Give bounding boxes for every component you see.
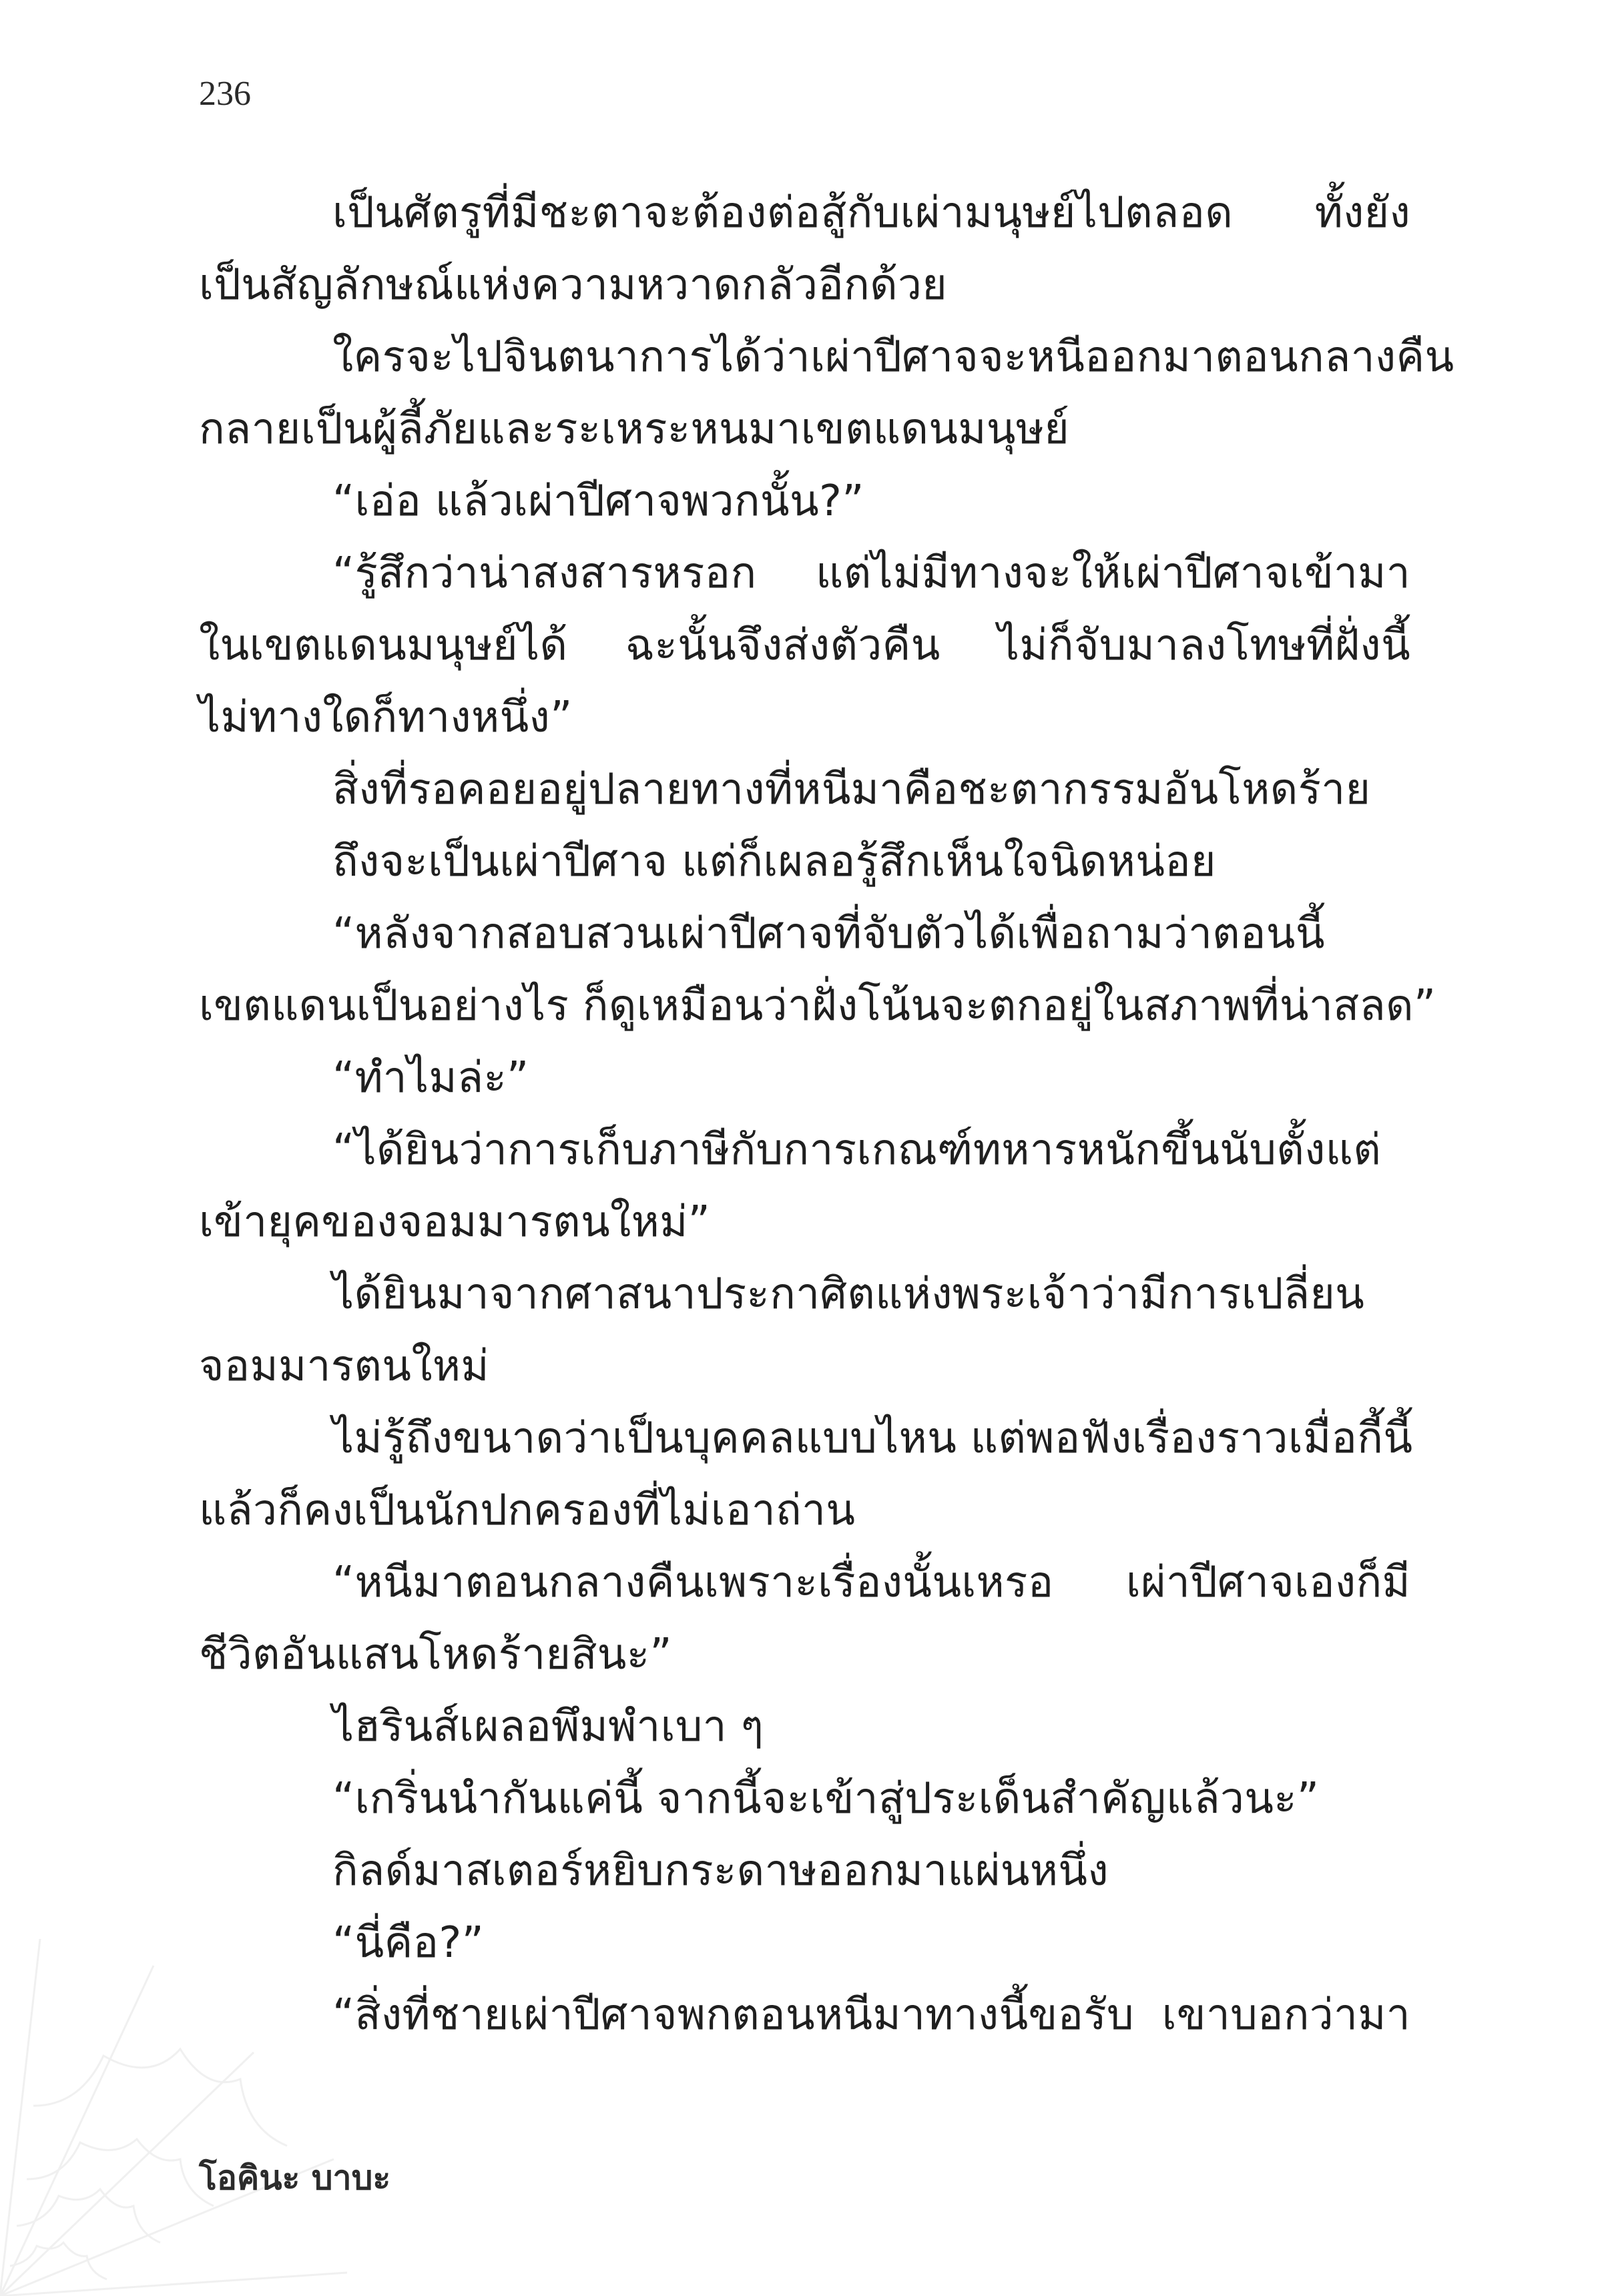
body-text: [199, 177, 1454, 2051]
text-line: “นี่คือ?”: [332, 1918, 485, 1968]
text-line: “หลังจากสอบสวนเผ่าปีศาจที่จับตัวได้เพื่อถามว่าตอนนี้: [332, 909, 1325, 958]
text-line: จอมมารตนใหม่: [199, 1342, 489, 1391]
text-line: “ทำไมล่ะ”: [332, 1053, 529, 1103]
text-line: ได้ยินมาจากศาสนาประกาศิตแห่งพระเจ้าว่ามีการเปลี่ยน: [332, 1269, 1365, 1319]
text-line: “หนีมาตอนกลางคืนเพราะเรื่องนั้นเหรอ เผ่าปีศาจเองก็มี: [332, 1558, 1410, 1607]
text-line: เป็นศัตรูที่มีชะตาจะต้องต่อสู้กับเผ่ามนุษย์ไปตลอด ทั้งยัง: [332, 188, 1410, 238]
text-line: เข้ายุคของจอมมารตนใหม่”: [199, 1197, 711, 1247]
text-line: ไฮรินส์เผลอพึมพำเบา ๆ: [332, 1702, 764, 1751]
text-line: แล้วก็คงเป็นนักปกครองที่ไม่เอาถ่าน: [199, 1486, 856, 1535]
text-line: ไม่รู้ถึงขนาดว่าเป็นบุคคลแบบไหน แต่พอฟังเรื่องราวเมื่อกี้นี้: [332, 1414, 1413, 1463]
text-line: ชีวิตอันแสนโหดร้ายสินะ”: [199, 1630, 672, 1679]
text-line: ใครจะไปจินตนาการได้ว่าเผ่าปีศาจจะหนีออกมาตอนกลางคืน: [332, 332, 1454, 382]
text-line: เป็นสัญลักษณ์แห่งความหวาดกลัวอีกด้วย: [199, 260, 948, 310]
text-line: “รู้สึกว่าน่าสงสารหรอก แต่ไม่มีทางจะให้เผ่าปีศาจเข้ามา: [332, 549, 1410, 598]
author-name: โอคินะ บาบะ: [199, 2159, 391, 2197]
page-number: 236: [199, 75, 251, 113]
text-line: สิ่งที่รอคอยอยู่ปลายทางที่หนีมาคือชะตากรรมอันโหดร้าย: [332, 765, 1371, 814]
text-line: เขตแดนเป็นอย่างไร ก็ดูเหมือนว่าฝั่งโน้นจะตกอยู่ในสภาพที่น่าสลด”: [199, 981, 1436, 1031]
text-line: กิลด์มาสเตอร์หยิบกระดาษออกมาแผ่นหนึ่ง: [332, 1846, 1109, 1896]
text-line: ถึงจะเป็นเผ่าปีศาจ แต่ก็เผลอรู้สึกเห็นใจนิดหน่อย: [332, 837, 1216, 886]
text-line: กลายเป็นผู้ลี้ภัยและระเหระหนมาเขตแดนมนุษย์: [199, 404, 1070, 454]
text-line: “เกริ่นนำกันแค่นี้ จากนี้จะเข้าสู่ประเด็นสำคัญแล้วนะ”: [332, 1774, 1320, 1823]
text-line: ในเขตแดนมนุษย์ได้ ฉะนั้นจึงส่งตัวคืน ไม่ก็จับมาลงโทษที่ฝั่งนี้: [199, 621, 1410, 670]
spider-web-decoration: [0, 1939, 347, 2296]
text-line: “เอ่อ แล้วเผ่าปีศาจพวกนั้น?”: [332, 477, 864, 526]
text-line: “สิ่งที่ชายเผ่าปีศาจพกตอนหนีมาทางนี้ขอรับ เขาบอกว่ามา: [332, 1990, 1410, 2040]
text-line: “ได้ยินว่าการเก็บภาษีกับการเกณฑ์ทหารหนักขึ้นนับตั้งแต่: [332, 1125, 1382, 1175]
text-line: ไม่ทางใดก็ทางหนึ่ง”: [199, 693, 573, 742]
